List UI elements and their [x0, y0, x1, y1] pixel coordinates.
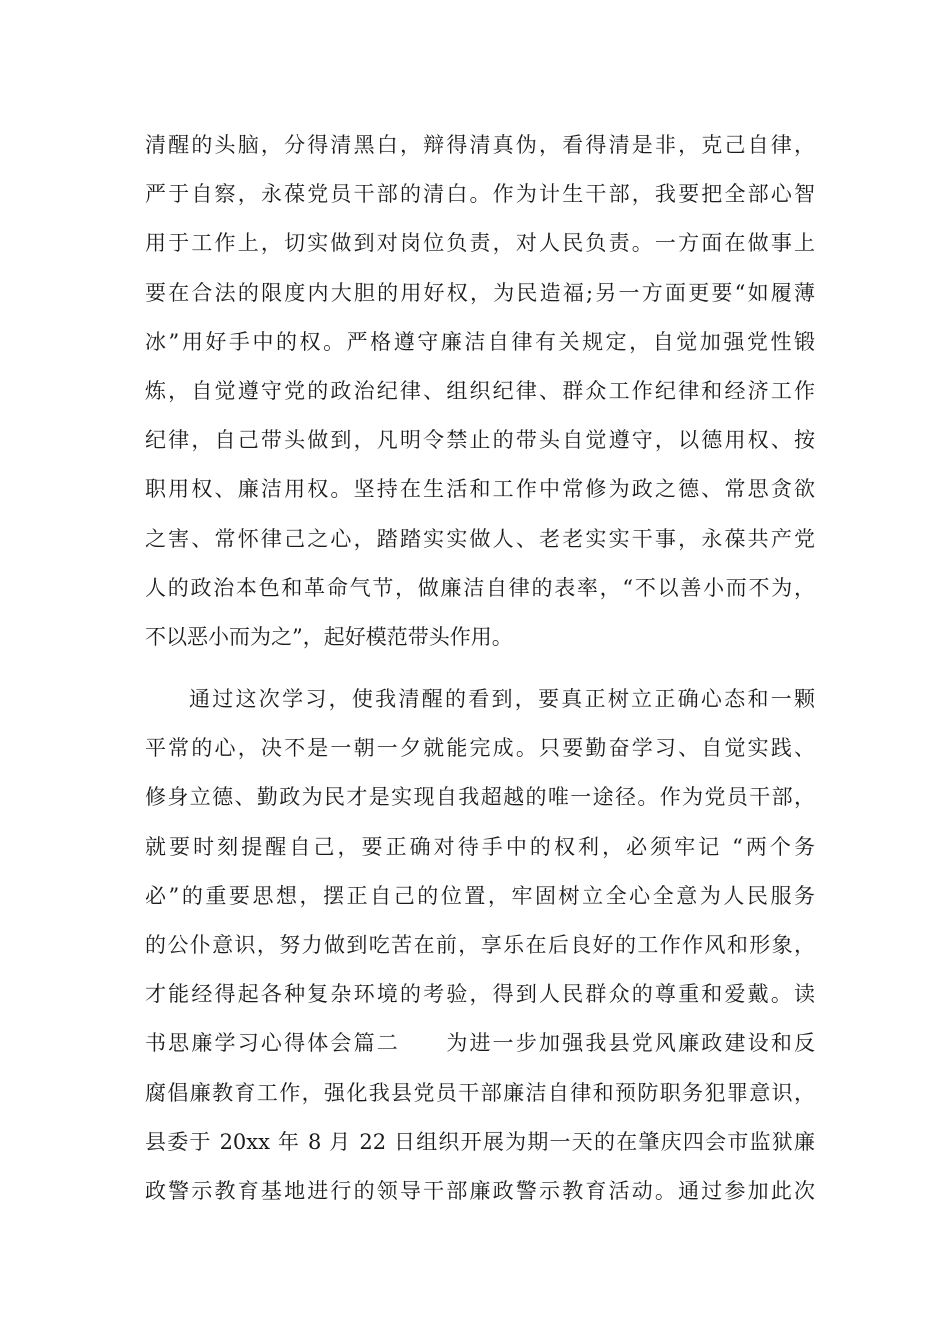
- text-line: 县委于 20xx 年 8 月 22 日组织开展为期一天的在肇庆四会市监狱廉: [145, 1129, 815, 1154]
- text-line: 平常的心，决不是一朝一夕就能完成。只要勤奋学习、自觉实践、: [145, 736, 815, 761]
- text-line: 不以恶小而为之”，起好模范带头作用。: [145, 624, 513, 649]
- text-line: 人的政治本色和革命气节，做廉洁自律的表率，“不以善小而不为，: [145, 575, 815, 600]
- text-line: 的公仆意识，努力做到吃苦在前，享乐在后良好的工作作风和形象，: [145, 932, 815, 957]
- text-line: 用于工作上，切实做到对岗位负责，对人民负责。一方面在做事上: [145, 231, 815, 256]
- text-line: 之害、常怀律己之心，踏踏实实做人、老老实实干事，永葆共产党: [145, 526, 815, 551]
- text-line: 要在合法的限度内大胆的用好权，为民造福;另一方面更要“如履薄: [145, 280, 815, 305]
- text-line: 政警示教育基地进行的领导干部廉政警示教育活动。通过参加此次: [145, 1178, 815, 1203]
- text-line: 通过这次学习，使我清醒的看到，要真正树立正确心态和一颗: [189, 687, 815, 711]
- text-line: 清醒的头脑，分得清黑白，辩得清真伪，看得清是非，克己自律，: [145, 133, 815, 157]
- text-line: 严于自察，永葆党员干部的清白。作为计生干部，我要把全部心智: [145, 182, 815, 207]
- paragraph-2: [145, 675, 815, 1216]
- text-line: 炼，自觉遵守党的政治纪律、组织纪律、群众工作纪律和经济工作: [145, 378, 815, 403]
- text-line: 必”的重要思想，摆正自己的位置，牢固树立全心全意为人民服务: [145, 883, 815, 908]
- text-line: 职用权、廉洁用权。坚持在生活和工作中常修为政之德、常思贪欲: [145, 477, 815, 502]
- text-line: 纪律，自己带头做到，凡明令禁止的带头自觉遵守，以德用权、按: [145, 428, 815, 453]
- text-line: 冰”用好手中的权。严格遵守廉洁自律有关规定，自觉加强党性锻: [145, 329, 815, 354]
- text-line: 修身立德、勤政为民才是实现自我超越的唯一途径。作为党员干部，: [145, 785, 815, 810]
- text-line: 就要时刻提醒自己，要正确对待手中的权利，必须牢记 “两个务: [145, 834, 815, 859]
- text-line: 腐倡廉教育工作，强化我县党员干部廉洁自律和预防职务犯罪意识，: [145, 1080, 815, 1105]
- text-line: 才能经得起各种复杂环境的考验，得到人民群众的尊重和爱戴。读: [145, 982, 815, 1007]
- paragraph-1: [145, 121, 815, 662]
- text-line: 书思廉学习心得体会篇二 为进一步加强我县党风廉政建设和反: [145, 1031, 815, 1056]
